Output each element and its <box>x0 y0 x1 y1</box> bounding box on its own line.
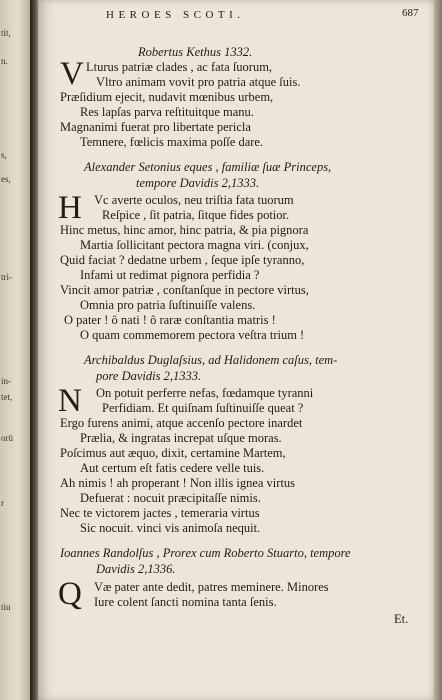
verse-line: Vc averte oculos, neu triſtia fata tuorum <box>94 193 294 207</box>
catchword: Et. <box>394 612 409 626</box>
running-head: HEROES SCOTI. <box>106 9 245 21</box>
verse-line: Sic nocuit. vinci vis animoſa nequit. <box>80 521 261 535</box>
verse-line: Omnia pro patria ſuſtinuiſſe valens. <box>80 298 256 312</box>
verse-line: Quid faciat ? dedatne urbem , ſeque ipſe tyranno, <box>60 253 305 267</box>
prev-page-fragment: tit, <box>1 28 11 38</box>
verse-line: Vltro animam vovit pro patria atque ſuis. <box>96 75 301 89</box>
prev-page-fragment: tet, <box>1 392 13 402</box>
prev-page-fragment: n. <box>1 56 8 66</box>
verse-line: Ah nimis ! ah properant ! Non illis ignea virtus <box>60 476 296 490</box>
poem-title: Archibaldus Duglaſsius, ad Halidonem caſus, tem- <box>84 353 338 367</box>
prev-page-fragment: tri- <box>1 272 12 282</box>
poem-title: Davidis 2,1336. <box>96 562 176 576</box>
prev-page-fragment: s, <box>1 150 7 160</box>
verse-line: O quam commemorem pectora veſtra trium ! <box>80 328 305 342</box>
book-page <box>38 0 434 700</box>
drop-cap-initial: Q <box>58 576 82 612</box>
poem-title: tempore Davidis 2,1333. <box>136 176 260 190</box>
drop-cap-initial: V <box>60 56 84 92</box>
verse-line: Temnere, fœlicis maxima poſſe dare. <box>80 135 264 149</box>
poem-title: Ioannes Randolſus , Prorex cum Roberto Stuarto, tempore <box>60 546 351 560</box>
prev-page-fragment: r <box>1 498 4 508</box>
verse-line: Nec te victorem jactes , temeraria virtus <box>60 506 260 520</box>
poem-title: Alexander Setonius eques , familiæ ſuæ Princeps, <box>84 160 332 174</box>
verse-line: Reſpice , ſit patria, ſitque fides potior. <box>102 208 290 222</box>
prev-page-fragment: orū <box>1 433 13 443</box>
verse-line: Infami ut redimat pignora perfidia ? <box>80 268 260 282</box>
poem-title: Robertus Kethus 1332. <box>138 45 253 59</box>
prev-page-fragment: in- <box>1 376 11 386</box>
verse-line: Ergo furens animi, atque accenſo pectore inardet <box>60 416 303 430</box>
verse-line: O pater ! ô nati ! ô raræ conſtantia matris ! <box>64 313 276 327</box>
verse-line: Defuerat : nocuit præcipitaſſe nimis. <box>80 491 261 505</box>
verse-line: Aut certum eſt fatis cedere velle tuis. <box>80 461 265 475</box>
verse-line: Vincit amor patriæ , conſtanſque in pectore virtus, <box>60 283 309 297</box>
verse-line: Res lapſas parva reſtituitque manu. <box>80 105 254 119</box>
page-number: 687 <box>402 7 419 19</box>
prev-page-fragment: tiu <box>1 602 11 612</box>
prev-page-fragment: es, <box>1 174 11 184</box>
drop-cap-initial: H <box>58 190 82 226</box>
verse-line: Prælia, & ingratas increpat uſque moras. <box>80 431 282 445</box>
poem-title: pore Davidis 2,1333. <box>96 369 202 383</box>
verse-line: On potuit perferre nefas, fœdamque tyranni <box>96 386 314 400</box>
verse-line: Lturus patriæ clades , ac fata ſuorum, <box>86 60 273 74</box>
page-edge <box>434 0 442 700</box>
verse-line: Magnanimi fuerat pro libertate pericla <box>60 120 251 134</box>
verse-line: Præſidium ejecit, nudavit mœnibus urbem, <box>60 90 274 104</box>
book-gutter <box>30 0 38 700</box>
verse-line: Martia ſollicitant pectora magna viri. (conjux, <box>80 238 309 252</box>
drop-cap-initial: N <box>58 383 82 419</box>
verse-line: Iure colent ſancti nomina tanta ſenis. <box>94 595 277 609</box>
verse-line: Poſcimus aut æquo, dixit, certamine Martem, <box>60 446 286 460</box>
verse-line: Perfidiam. Et quiſnam ſuſtinuiſſe queat ? <box>102 401 304 415</box>
verse-line: Hinc metus, hinc amor, hinc patria, & pia pignora <box>60 223 309 237</box>
verse-line: Væ pater ante dedit, patres meminere. Minores <box>94 580 329 594</box>
previous-page-edge <box>0 0 30 700</box>
